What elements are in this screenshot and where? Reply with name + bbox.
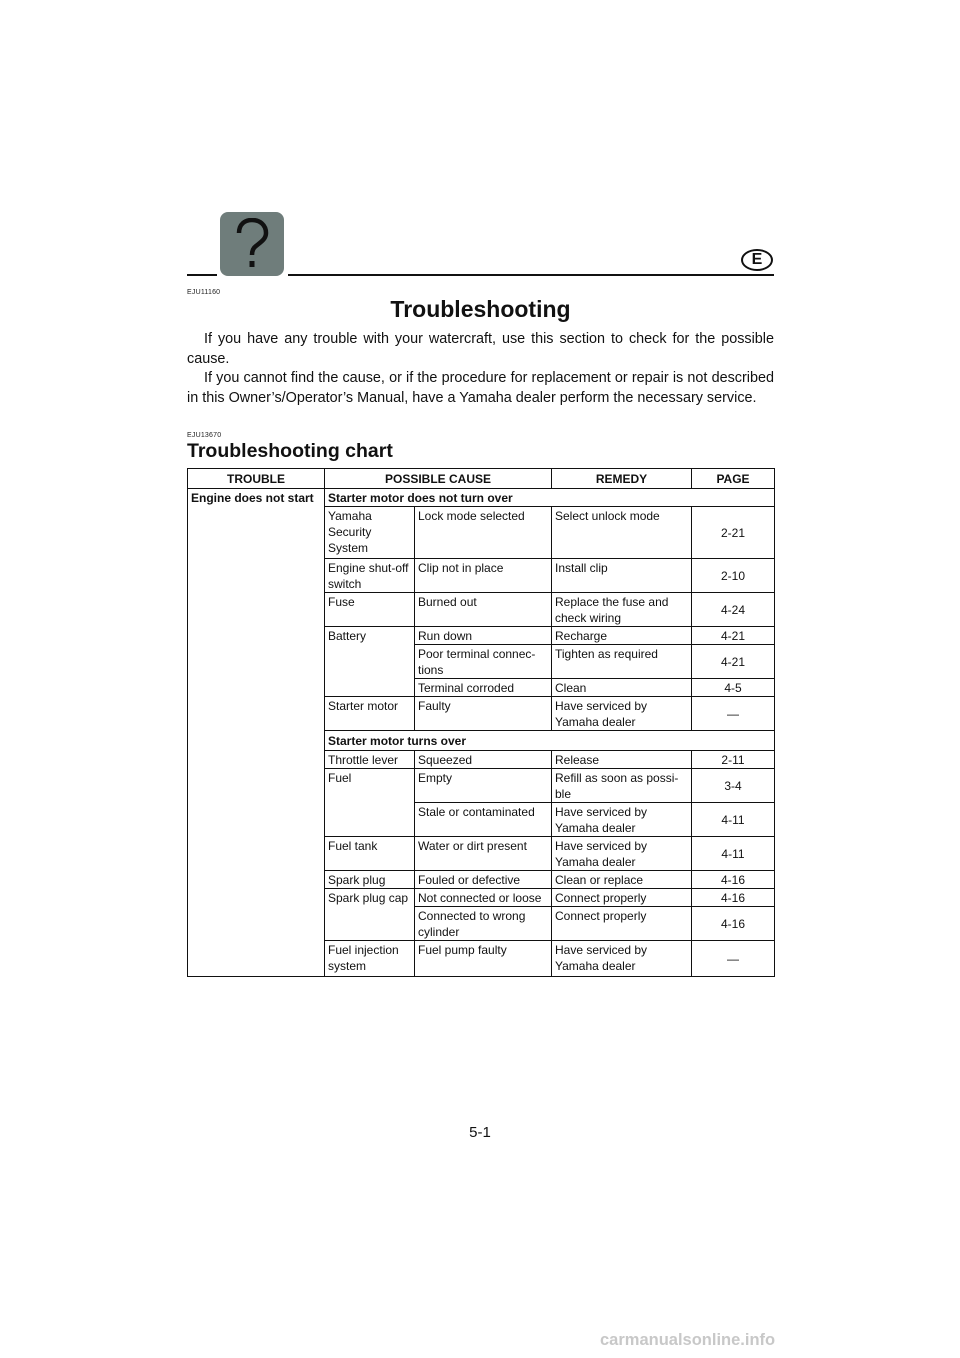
cause-cell: Fuel tank	[325, 837, 415, 871]
detail-cell: Connected to wrong cylinder	[415, 907, 552, 941]
header-possible-cause: POSSIBLE CAUSE	[325, 469, 552, 489]
cause-cell: Fuse	[325, 593, 415, 627]
cause-cell: Fuel injection system	[325, 941, 415, 977]
remedy-cell: Select unlock mode	[552, 507, 692, 559]
detail-cell: Clip not in place	[415, 559, 552, 593]
page-cell: 4-24	[692, 593, 775, 627]
page-cell: 3-4	[692, 769, 775, 803]
group-heading: Starter motor does not turn over	[325, 489, 775, 507]
detail-cell: Stale or contaminated	[415, 803, 552, 837]
question-mark-icon	[220, 212, 284, 276]
detail-cell: Lock mode selected	[415, 507, 552, 559]
remedy-cell: Release	[552, 751, 692, 769]
remedy-cell: Have serviced by Yamaha dealer	[552, 803, 692, 837]
header-trouble: TROUBLE	[188, 469, 325, 489]
detail-cell: Burned out	[415, 593, 552, 627]
detail-cell: Squeezed	[415, 751, 552, 769]
remedy-cell: Have serviced by Yamaha dealer	[552, 941, 692, 977]
remedy-cell: Connect properly	[552, 907, 692, 941]
cause-cell: Engine shut-off switch	[325, 559, 415, 593]
remedy-cell: Tighten as required	[552, 645, 692, 679]
page-cell: 4-16	[692, 889, 775, 907]
page-cell: —	[692, 941, 775, 977]
page-cell: —	[692, 697, 775, 731]
detail-cell: Empty	[415, 769, 552, 803]
detail-cell: Water or dirt present	[415, 837, 552, 871]
cause-cell: Battery	[325, 627, 415, 697]
group-row-1	[188, 489, 775, 507]
page-cell: 2-10	[692, 559, 775, 593]
page-cell: 2-21	[692, 507, 775, 559]
header-rule-left	[187, 274, 217, 276]
detail-cell: Fuel pump faulty	[415, 941, 552, 977]
remedy-cell: Recharge	[552, 627, 692, 645]
page-cell: 2-11	[692, 751, 775, 769]
chart-section-code: EJU13670	[187, 432, 222, 439]
detail-cell: Faulty	[415, 697, 552, 731]
detail-cell: Not connected or loose	[415, 889, 552, 907]
intro-text	[187, 330, 774, 408]
language-badge: E	[741, 249, 773, 271]
section-code: EJU11160	[187, 289, 221, 296]
group-heading: Starter motor turns over	[325, 731, 775, 751]
remedy-cell: Have serviced by Yamaha dealer	[552, 697, 692, 731]
page-cell: 4-11	[692, 837, 775, 871]
intro-paragraph-2: If you cannot find the cause, or if the procedure for replacement or repair is not described in this Owner’s/Operator’s Manual, have a Yamaha dealer perform the necessary service.	[187, 370, 774, 406]
cause-cell: Yamaha Security System	[325, 507, 415, 559]
detail-cell: Run down	[415, 627, 552, 645]
cause-cell: Fuel	[325, 769, 415, 837]
table-header-row	[188, 469, 775, 489]
cause-cell: Throttle lever	[325, 751, 415, 769]
page-cell: 4-21	[692, 645, 775, 679]
cause-cell: Spark plug	[325, 871, 415, 889]
watermark: carmanualsonline.info	[600, 1331, 776, 1349]
page-cell: 4-16	[692, 907, 775, 941]
detail-cell: Terminal corroded	[415, 679, 552, 697]
detail-cell: Fouled or defective	[415, 871, 552, 889]
header-rule-right	[288, 274, 774, 276]
trouble-cell: Engine does not start	[188, 489, 325, 977]
remedy-cell: Connect properly	[552, 889, 692, 907]
remedy-cell: Install clip	[552, 559, 692, 593]
troubleshooting-table	[187, 468, 775, 977]
remedy-cell: Clean or replace	[552, 871, 692, 889]
remedy-cell: Clean	[552, 679, 692, 697]
page-number: 5-1	[469, 1124, 491, 1141]
intro-paragraph-1: If you have any trouble with your watercraft, use this section to check for the possible cause.	[187, 331, 774, 367]
cause-cell: Starter motor	[325, 697, 415, 731]
header-page: PAGE	[692, 469, 775, 489]
page-cell: 4-11	[692, 803, 775, 837]
page-cell: 4-16	[692, 871, 775, 889]
remedy-cell: Replace the fuse and check wiring	[552, 593, 692, 627]
page-cell: 4-5	[692, 679, 775, 697]
page-title: Troubleshooting	[390, 296, 571, 322]
page-cell: 4-21	[692, 627, 775, 645]
detail-cell: Poor terminal connec-tions	[415, 645, 552, 679]
header-remedy: REMEDY	[552, 469, 692, 489]
remedy-cell: Have serviced by Yamaha dealer	[552, 837, 692, 871]
section-title: Troubleshooting chart	[187, 440, 393, 462]
cause-cell: Spark plug cap	[325, 889, 415, 941]
remedy-cell: Refill as soon as possi-ble	[552, 769, 692, 803]
